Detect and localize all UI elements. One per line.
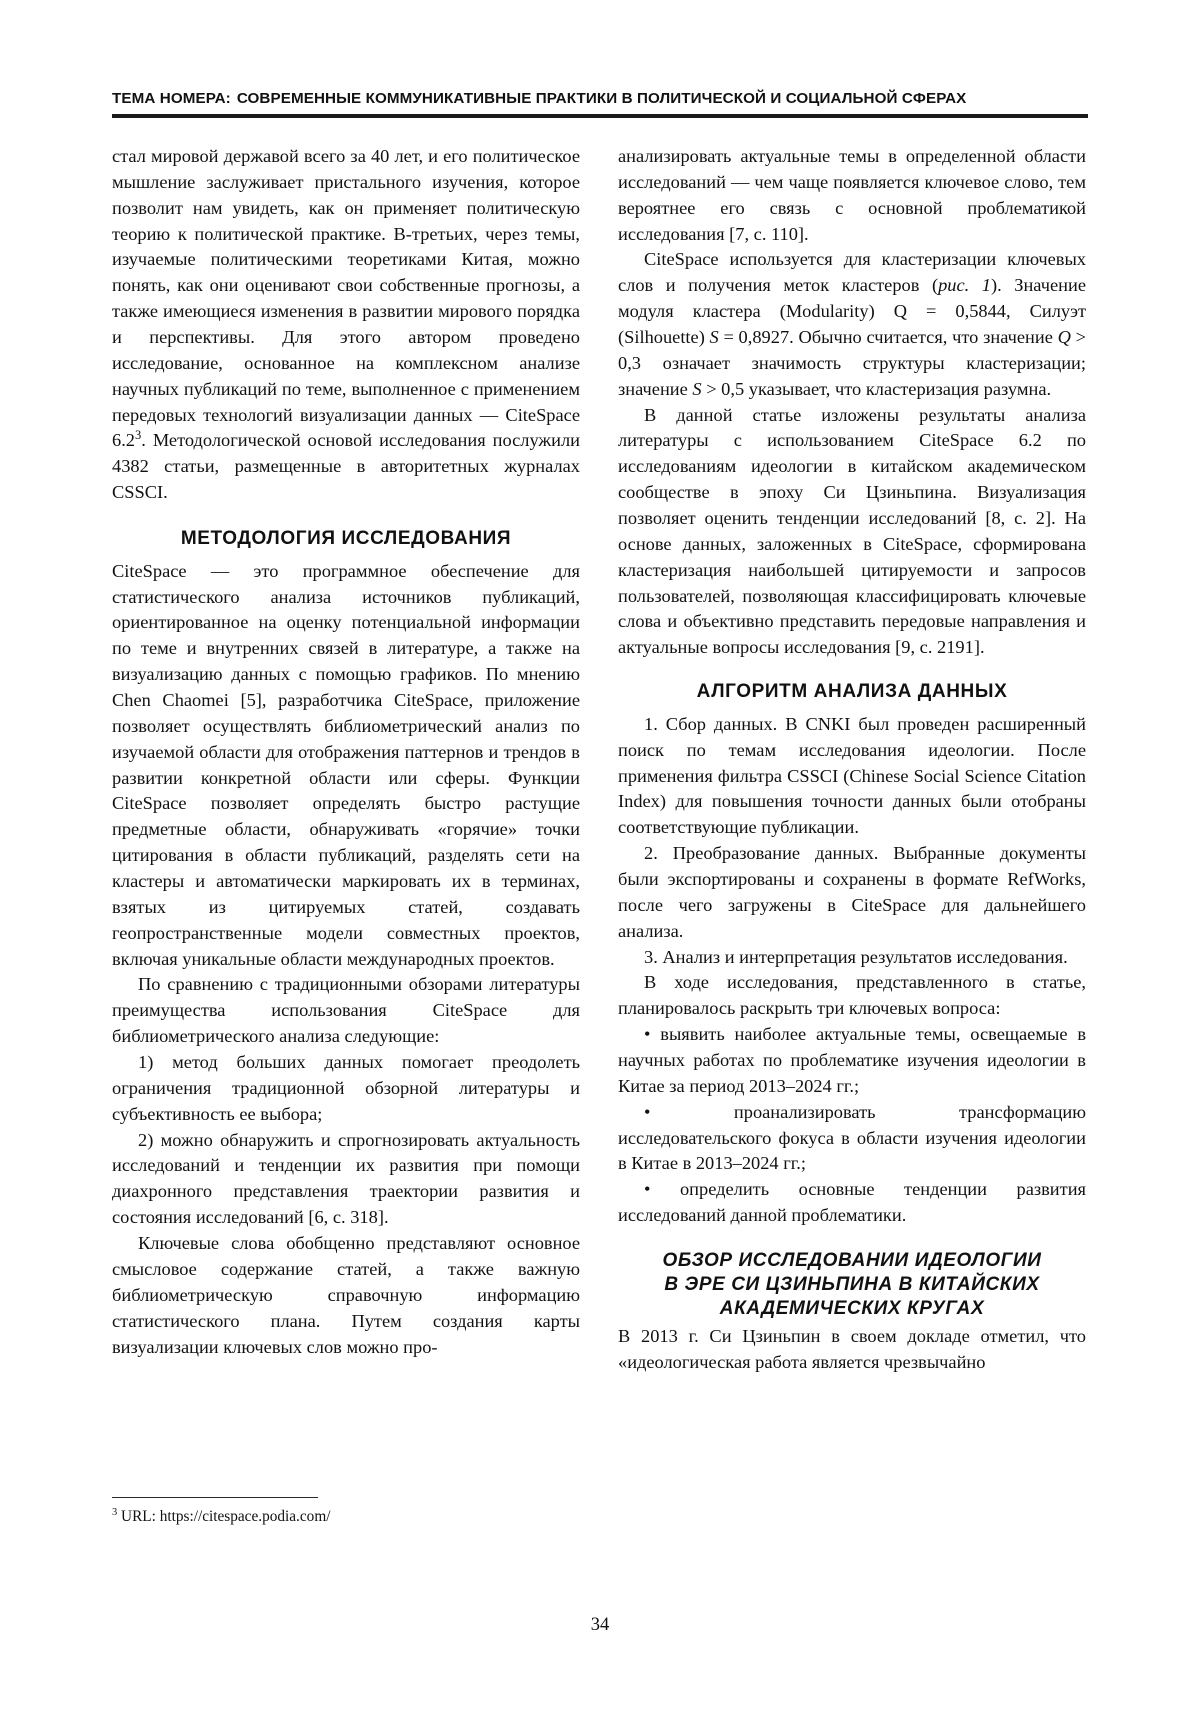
heading-methodology: МЕТОДОЛОГИЯ ИССЛЕДОВАНИЯ (180, 528, 512, 550)
footnote-divider (112, 1497, 318, 1498)
footnote-number: 3 (112, 1507, 118, 1519)
paragraph: По сравнению с традиционными обзорами литературы преимущества использования CiteSpace для библиометрического анализа следующие: (112, 974, 580, 1047)
para-segment: ). Значение модуля кластера (Modularity) Q = 0,5844, Силуэт (Silhouette) (618, 275, 1086, 348)
paragraph-continued (112, 144, 580, 506)
body-columns (112, 144, 1088, 1434)
paragraph: Ключевые слова обобщенно представляют основное смысловое содержание статей, а также важную библиометрическую справочную информацию статистического плана. Путем создания карты визуализации ключевых слов можно про- (112, 1233, 580, 1357)
paragraph: CiteSpace — это программное обеспечение для статистического анализа источников публикаций, ориентированное на оценку потенциальной информации по теме и внутренних связей в литературе, а также на визуализацию данных с помощью графиков. По мнению Chen Chaomei [5], разработчика CiteSpace, приложение позволяет осуществлять библиометрический анализ по изучаемой области для отображения паттернов и трендов в развитии конкретной области или сферы. Функции CiteSpace позволяет определять быстро растущие предметные области, обнаруживать «горячие» точки цитирования в области публикаций, разделять сети на кластеры и автоматически маркировать их в терминах, взятых из цитируемых статей, создавать геопространственные модели совместных проектов, включая уникальные области международных проектов. (112, 560, 580, 969)
paragraph: 1) метод больших данных помогает преодолеть ограничения традиционной обзорной литературы и субъективность ее выбора; (112, 1052, 580, 1124)
paragraph-text: стал мировой державой всего за 40 лет, и его политическое мышление заслуживает пристального изучения, которое позволит нам увидеть, как он применяет политическую теорию к политической практике. В-третьих, через темы, изучаемые политическими теоретиками Китая, можно понять, как они оценивают свои собственные прогнозы, а также имеющиеся изменения в развитии мирового порядка и перспективы. Для этого автором проведено исследование, основанное на комплексном анализе научных публикаций по теме, выполненное с применением передовых технологий визуализации данных — CiteSpace 6.2 (112, 146, 580, 451)
footnote-text: URL: https://citespace.podia.com/ (117, 1508, 331, 1526)
para-segment: > 0,3 означает значимость структуры кластеризации; значение (618, 327, 1086, 399)
heading-algorithm: АЛГОРИТМ АНАЛИЗА ДАННЫХ (696, 681, 1008, 703)
list-item: • выявить наиболее актуальные темы, освещаемые в научных работах по проблематике изучения идеологии в Китае за период 2013–2024 гг.; (618, 1024, 1086, 1096)
heading-review-line-2: В ЭРЕ СИ ЦЗИНЬПИНА В КИТАЙСКИХ (664, 1273, 1040, 1295)
paragraph-continued: анализировать актуальные темы в определенной области исследований — чем чаще появляется ключевое слово, тем вероятнее его связь с основной проблематикой исследования [7, с. 110]. (618, 146, 1086, 244)
running-head-title: СОВРЕМЕННЫЕ КОММУНИКАТИВНЫЕ ПРАКТИКИ В ПОЛИТИЧЕСКОЙ И СОЦИАЛЬНОЙ СФЕРАХ (236, 90, 967, 107)
left-column (112, 144, 580, 1434)
list-item: • определить основные тенденции развития исследований данной проблематики. (618, 1179, 1086, 1226)
footnote-area (112, 1497, 580, 1528)
para-segment: CiteSpace используется для кластеризации ключевых слов и получения меток кластеров ( (618, 249, 1086, 296)
page-number: 34 (590, 1615, 610, 1635)
running-head (112, 90, 1088, 107)
running-head-label: ТЕМА НОМЕРА: (112, 90, 231, 107)
paragraph: 1. Сбор данных. В CNKI был проведен расширенный поиск по темам исследования идеологии. После применения фильтра CSSCI (Chinese Social Science Citation Index) для повышения точности данных были отобраны соответствующие публикации. (618, 713, 1086, 838)
para-segment: = 0,8927. Обычно считается, что значение (718, 327, 1058, 348)
para-segment: > 0,5 указывает, что кластеризация разумна. (701, 378, 1052, 399)
paragraph: 2. Преобразование данных. Выбранные документы были экспортированы и сохранены в формате RefWorks, после чего загружены в CiteSpace для дальнейшего анализа. (618, 843, 1086, 941)
paragraph: В 2013 г. Си Цзиньпин в своем докладе отметил, что «идеологическая работа является чрезвычайно (618, 1326, 1086, 1373)
paragraph-text-tail: . Методологической основой исследования послужили 4382 статьи, размещенные в авторитетных журналах CSSCI. (112, 430, 580, 503)
heading-review-line-3: АКАДЕМИЧЕСКИХ КРУГАХ (719, 1297, 985, 1319)
right-column (618, 144, 1086, 1434)
list-item: • проанализировать трансформацию исследовательского фокуса в области изучения идеологии в Китае в 2013–2024 гг.; (618, 1101, 1086, 1174)
symbol-s: S (692, 378, 702, 399)
paragraph: В данной статье изложены результаты анализа литературы с использованием CiteSpace 6.2 по исследованиям идеологии в китайском академическом сообществе в эпоху Си Цзиньпина. Визуализация позволяет оценить тенденции исследований [8, с. 2]. На основе данных, заложенных в CiteSpace, сформирована кластеризация наибольшей цитируемости и запросов пользователей, позволяющая классифицировать ключевые слова и объективно представить передовые направления и актуальные вопросы исследования [9, с. 2191]. (618, 404, 1086, 658)
footnote-marker: 3 (135, 428, 142, 443)
paragraph-citespace-metrics (618, 247, 1086, 402)
heading-review (618, 1249, 1086, 1320)
paragraph: 2) можно обнаружить и спрогнозировать актуальность исследований и тенденции их развития при помощи диахронного представления траектории развития и состояния исследований [6, с. 318]. (112, 1129, 580, 1228)
figure-reference: рис. 1 (938, 275, 991, 296)
heading-review-line-1: ОБЗОР ИССЛЕДОВАНИИ ИДЕОЛОГИИ (662, 1250, 1042, 1272)
paragraph: В ходе исследования, представленного в статье, планировалось раскрыть три ключевых вопроса: (618, 972, 1086, 1019)
symbol-q: Q (1057, 327, 1071, 348)
footnote (112, 1507, 580, 1528)
header-divider (112, 114, 1088, 118)
symbol-s: S (709, 327, 719, 348)
paragraph: 3. Анализ и интерпретация результатов исследования. (644, 946, 1068, 967)
